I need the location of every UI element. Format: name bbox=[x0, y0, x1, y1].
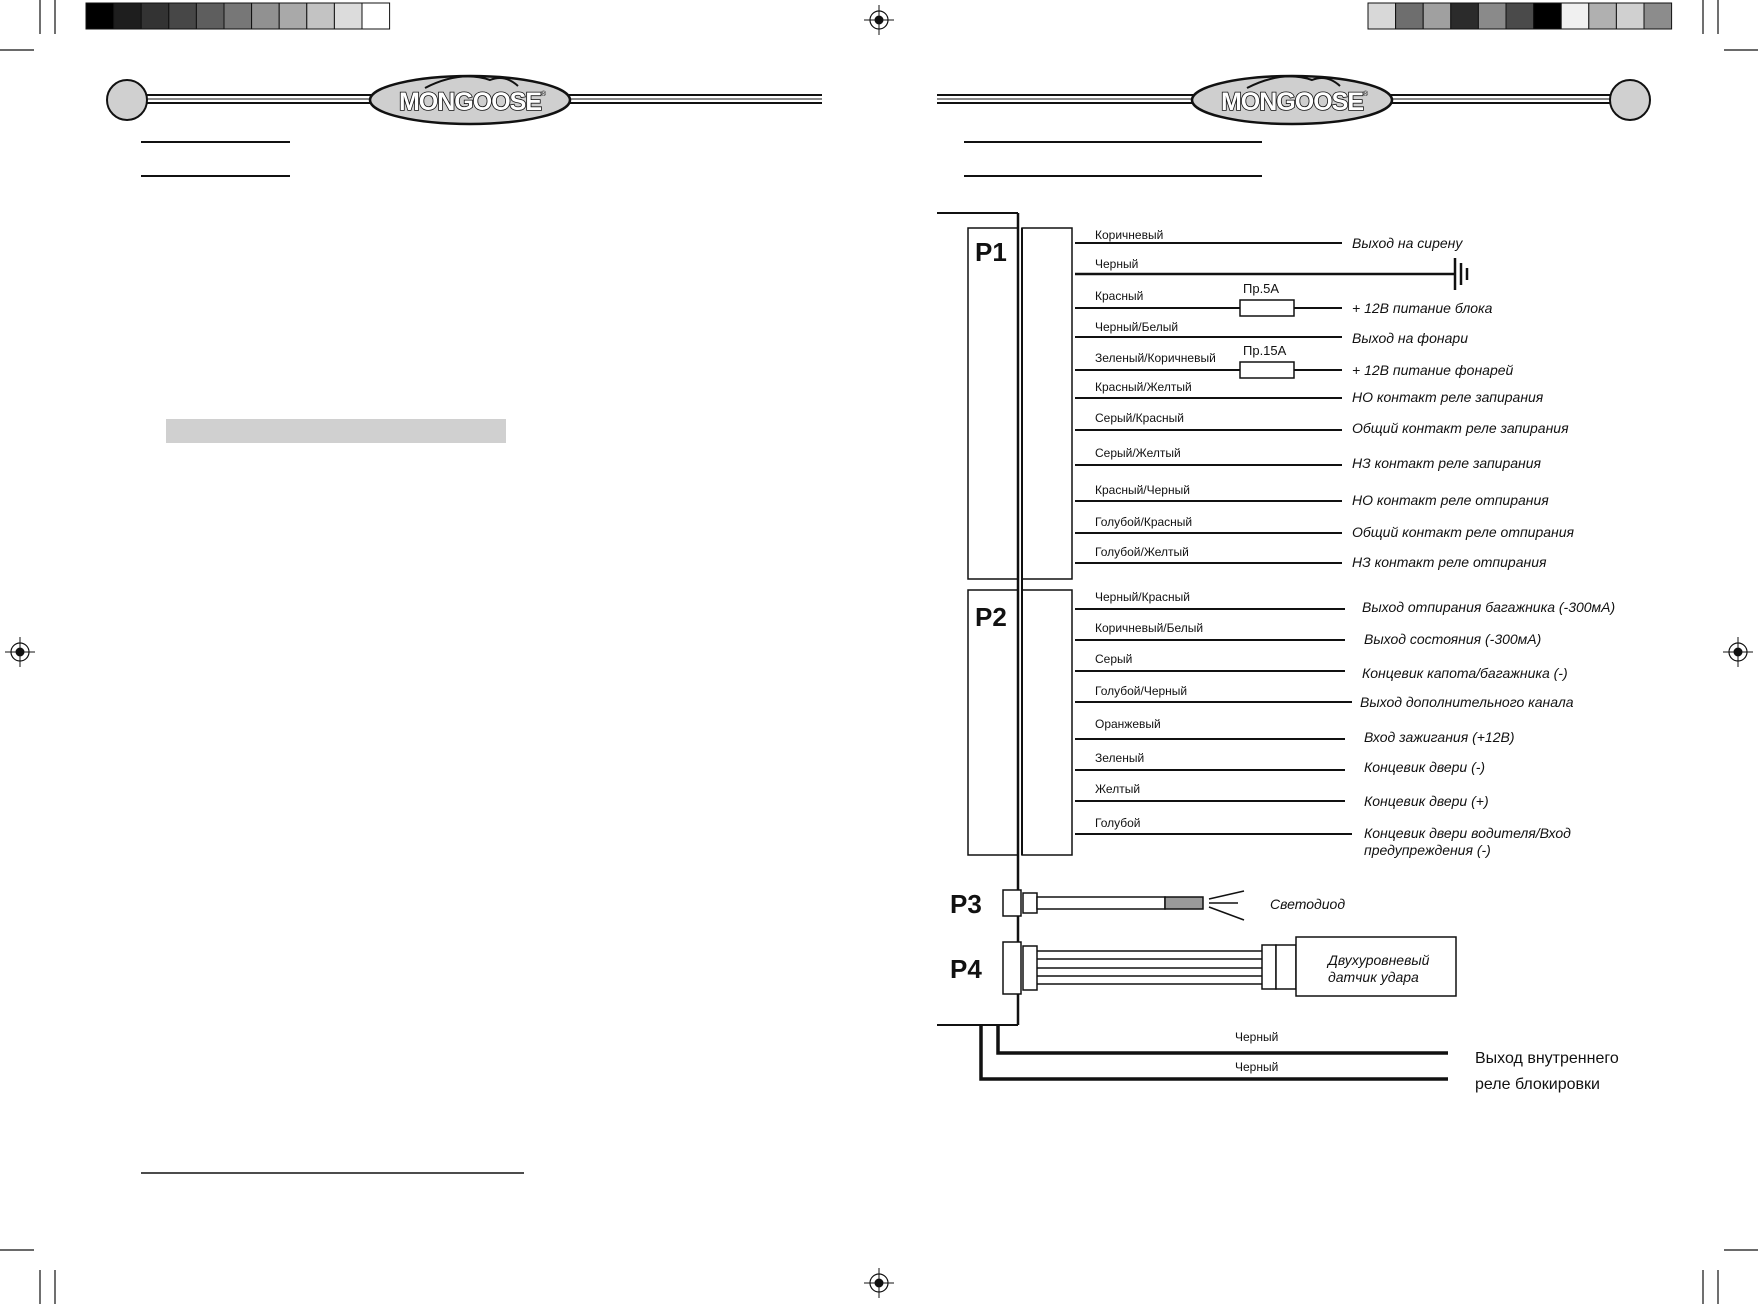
wire-color-label: Красный/Черный bbox=[1095, 483, 1190, 497]
wire-color-label: Оранжевый bbox=[1095, 717, 1161, 731]
fuse-5a-icon bbox=[1240, 300, 1294, 316]
calibration-right-swatch bbox=[1506, 3, 1534, 29]
shock-sensor-label-line2: датчик удара bbox=[1328, 969, 1419, 985]
gray-bar bbox=[166, 419, 506, 443]
wire-function-label: Выход отпирания багажника (-300мА) bbox=[1362, 599, 1616, 615]
wire-color-label: Серый bbox=[1095, 652, 1133, 666]
registration-marks bbox=[5, 5, 1753, 1298]
connector-p4 bbox=[950, 937, 1456, 996]
wire-function-label: Выход на фонари bbox=[1352, 330, 1468, 346]
wire-color-label: Коричневый bbox=[1095, 228, 1164, 242]
header-left bbox=[107, 76, 822, 1173]
connector-p1-label: P1 bbox=[975, 237, 1007, 267]
calibration-right-swatch bbox=[1368, 3, 1396, 29]
calibration-left-swatch bbox=[141, 3, 169, 29]
wire-function-label: Вход зажигания (+12В) bbox=[1364, 729, 1515, 745]
registered-mark-left: ® bbox=[541, 91, 547, 98]
calibration-right-swatch bbox=[1616, 3, 1644, 29]
calibration-bar-right bbox=[1368, 3, 1672, 29]
wire-p1-5 bbox=[1075, 343, 1514, 378]
calibration-right-swatch bbox=[1561, 3, 1589, 29]
registration-mark-icon bbox=[864, 1268, 894, 1298]
wire-function-label: Концевик капота/багажника (-) bbox=[1362, 665, 1568, 681]
calibration-right-swatch bbox=[1423, 3, 1451, 29]
registered-mark-right: ® bbox=[1363, 91, 1369, 98]
wire-color-label: Голубой/Красный bbox=[1095, 515, 1193, 529]
wire-function-label: НЗ контакт реле запирания bbox=[1352, 455, 1541, 471]
calibration-left-swatch bbox=[114, 3, 142, 29]
wire-function-label: Общий контакт реле отпирания bbox=[1352, 524, 1575, 540]
registration-mark-icon bbox=[864, 5, 894, 35]
calibration-right-swatch bbox=[1644, 3, 1672, 29]
calibration-left-swatch bbox=[279, 3, 307, 29]
led-label: Светодиод bbox=[1270, 896, 1346, 912]
wire-p2-7 bbox=[1075, 782, 1489, 809]
header-disc-left bbox=[107, 80, 147, 120]
wire-p2-2 bbox=[1075, 621, 1541, 647]
light-rays-icon bbox=[1209, 891, 1244, 920]
wire-function-label: НЗ контакт реле отпирания bbox=[1352, 554, 1547, 570]
wire-p2-1 bbox=[1075, 590, 1615, 615]
connector-p2-label: P2 bbox=[975, 602, 1007, 632]
wire-p2-4 bbox=[1075, 684, 1574, 710]
wire-function-label: Выход дополнительного канала bbox=[1360, 694, 1574, 710]
calibration-right-swatch bbox=[1451, 3, 1479, 29]
calibration-right-swatch bbox=[1478, 3, 1506, 29]
relay-wires bbox=[981, 1025, 1619, 1093]
calibration-left-swatch bbox=[86, 3, 114, 29]
wire-color-label: Голубой/Черный bbox=[1095, 684, 1188, 698]
ground-icon bbox=[1455, 258, 1467, 290]
calibration-bar-left bbox=[86, 3, 390, 29]
wire-color-label: Черный/Красный bbox=[1095, 590, 1190, 604]
wire-color-label: Красный/Желтый bbox=[1095, 380, 1192, 394]
brand-logo-text-left: MONGOOSE bbox=[398, 88, 542, 116]
wire-color-label: Красный bbox=[1095, 289, 1144, 303]
wire-p2-3 bbox=[1075, 652, 1568, 681]
relay-wire-1-color: Черный bbox=[1235, 1030, 1279, 1044]
wire-p2-5 bbox=[1075, 717, 1515, 745]
header-disc-right bbox=[1610, 80, 1650, 120]
wire-p1-3 bbox=[1075, 281, 1493, 316]
wire-p1-6 bbox=[1075, 380, 1544, 405]
fuse-15a-icon bbox=[1240, 362, 1294, 378]
wire-p2-6 bbox=[1075, 751, 1485, 775]
wire-function-label: + 12В питание фонарей bbox=[1352, 362, 1514, 378]
calibration-left-swatch bbox=[196, 3, 224, 29]
wire-color-label: Зеленый/Коричневый bbox=[1095, 351, 1216, 365]
wire-function-label: Концевик двери (+) bbox=[1364, 793, 1489, 809]
fuse-15a-label: Пр.15А bbox=[1243, 343, 1287, 358]
wire-function-label: Концевик двери водителя/Вход bbox=[1364, 825, 1571, 841]
wire-color-label: Зеленый bbox=[1095, 751, 1145, 765]
wire-color-label: Серый/Желтый bbox=[1095, 446, 1181, 460]
p1-wires bbox=[1075, 228, 1575, 570]
wire-color-label: Черный bbox=[1095, 257, 1139, 271]
wire-color-label: Коричневый/Белый bbox=[1095, 621, 1204, 635]
wire-p1-11 bbox=[1075, 545, 1547, 570]
wire-function-label: Концевик двери (-) bbox=[1364, 759, 1486, 775]
wire-color-label: Желтый bbox=[1095, 782, 1141, 796]
wire-color-label: Серый/Красный bbox=[1095, 411, 1184, 425]
calibration-left-swatch bbox=[169, 3, 197, 29]
wire-p1-7 bbox=[1075, 411, 1569, 436]
wire-p2-8 bbox=[1075, 816, 1571, 858]
calibration-left-swatch bbox=[252, 3, 280, 29]
connector-p2 bbox=[968, 590, 1072, 855]
wire-p1-10 bbox=[1075, 515, 1575, 540]
calibration-left-swatch bbox=[307, 3, 335, 29]
fuse-5a-label: Пр.5А bbox=[1243, 281, 1280, 296]
relay-output-label-line2: реле блокировки bbox=[1475, 1076, 1600, 1093]
connector-p3 bbox=[950, 889, 1345, 920]
wire-function-label: НО контакт реле запирания bbox=[1352, 389, 1544, 405]
wire-function-label: + 12В питание блока bbox=[1352, 300, 1493, 316]
registration-mark-icon bbox=[1723, 637, 1753, 667]
calibration-right-swatch bbox=[1396, 3, 1424, 29]
relay-output-label-line1: Выход внутреннего bbox=[1475, 1050, 1619, 1067]
wire-color-label: Голубой bbox=[1095, 816, 1141, 830]
led-icon bbox=[1165, 897, 1203, 909]
shock-sensor-label-line1: Двухуровневый bbox=[1328, 952, 1430, 968]
wire-function-label: Общий контакт реле запирания bbox=[1352, 420, 1569, 436]
connector-p4-label: P4 bbox=[950, 954, 982, 984]
wire-p1-8 bbox=[1075, 446, 1542, 471]
calibration-left-swatch bbox=[224, 3, 252, 29]
wire-function-label: Выход на сирену bbox=[1352, 235, 1463, 251]
wire-color-label: Голубой/Желтый bbox=[1095, 545, 1189, 559]
wire-function-label: НО контакт реле отпирания bbox=[1352, 492, 1549, 508]
connector-p3-label: P3 bbox=[950, 889, 982, 919]
brand-logo-text-right: MONGOOSE bbox=[1220, 88, 1364, 116]
header-right bbox=[937, 76, 1650, 176]
calibration-right-swatch bbox=[1534, 3, 1562, 29]
relay-wire-2-color: Черный bbox=[1235, 1060, 1279, 1074]
wire-p1-9 bbox=[1075, 483, 1549, 508]
wire-function-label: Выход состояния (-300мА) bbox=[1364, 631, 1542, 647]
calibration-left-swatch bbox=[362, 3, 390, 29]
wire-function-label-line2: предупреждения (-) bbox=[1364, 842, 1491, 858]
calibration-right-swatch bbox=[1589, 3, 1617, 29]
calibration-left-swatch bbox=[334, 3, 362, 29]
registration-mark-icon bbox=[5, 637, 35, 667]
wire-p1-1 bbox=[1075, 228, 1463, 251]
connector-p1 bbox=[968, 228, 1072, 579]
wire-color-label: Черный/Белый bbox=[1095, 320, 1179, 334]
p2-wires bbox=[1075, 590, 1615, 858]
